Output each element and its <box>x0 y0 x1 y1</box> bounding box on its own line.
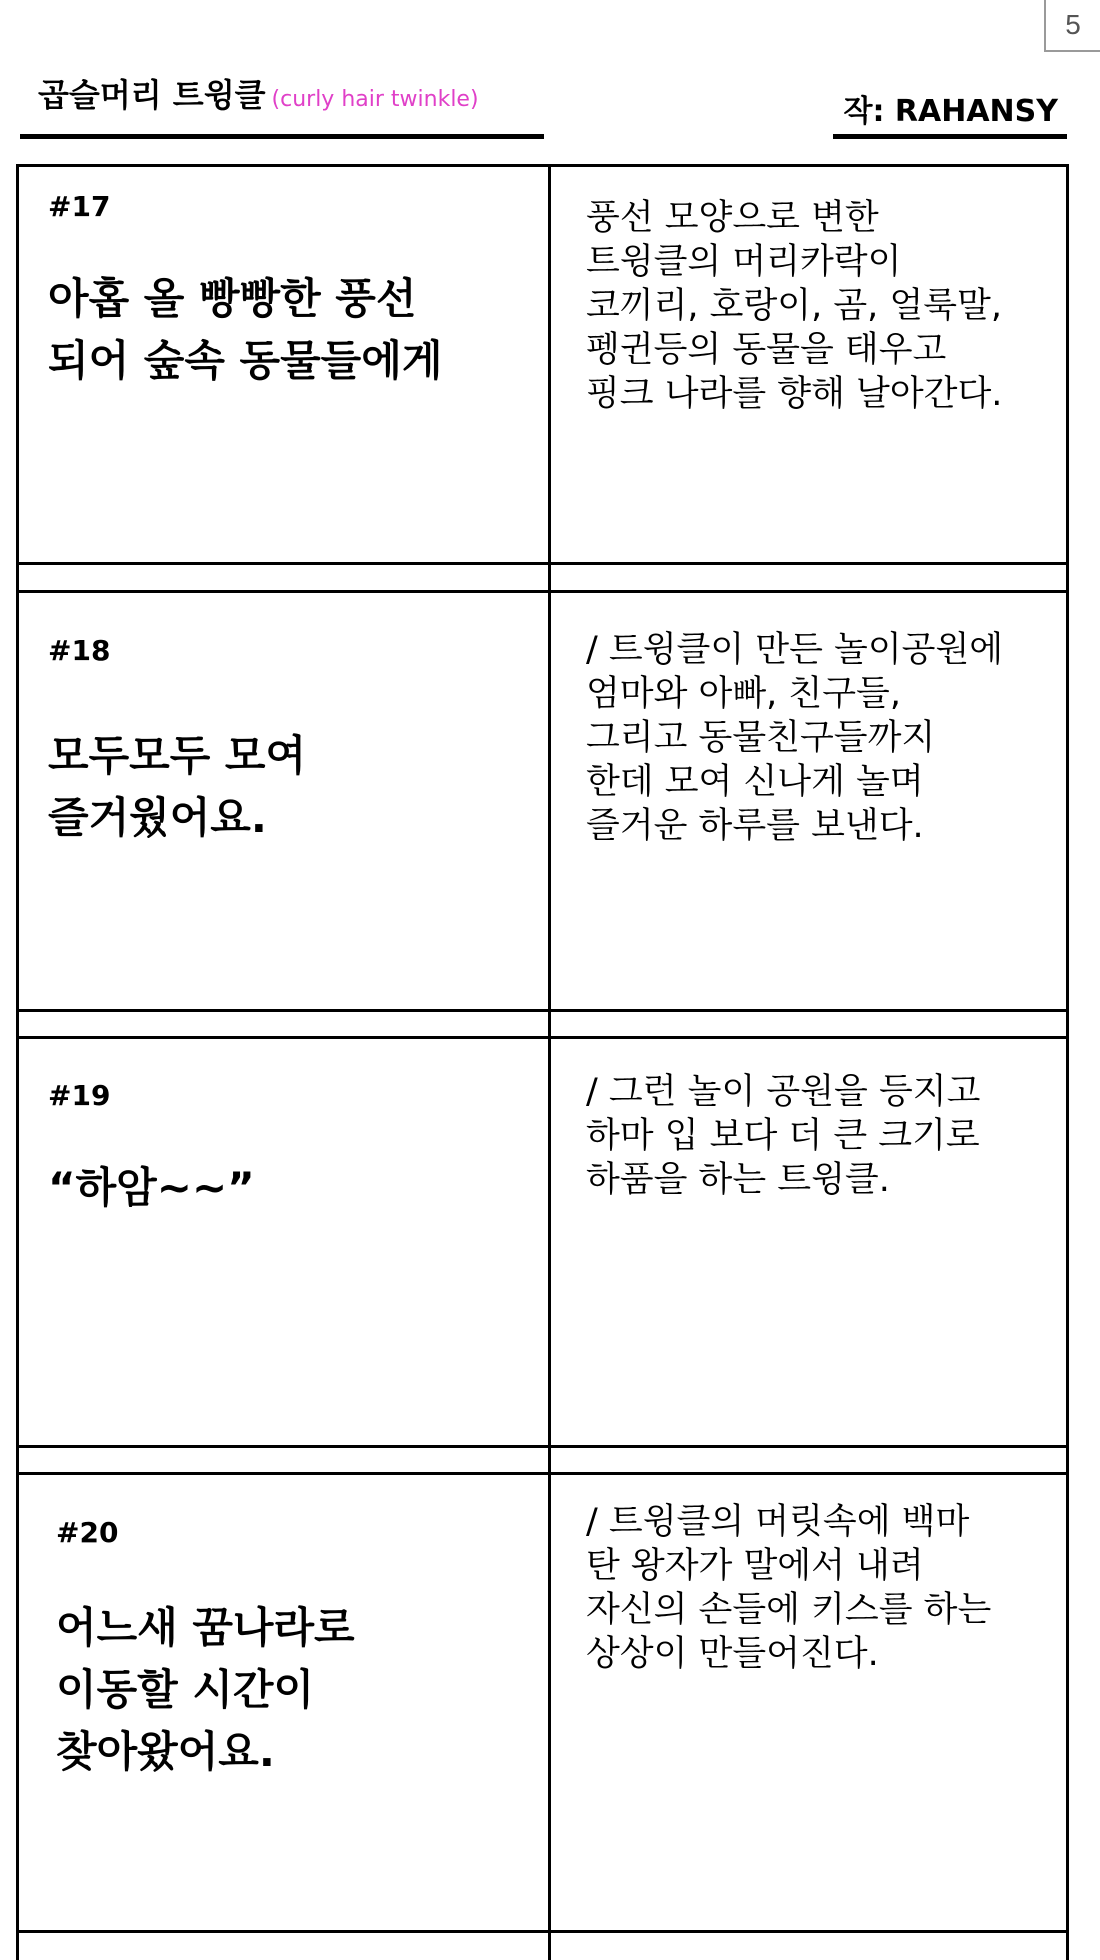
panel-number: #19 <box>48 1079 111 1112</box>
panel-divider <box>16 590 1069 593</box>
panel-number: #20 <box>56 1516 119 1549</box>
grid-top-border <box>16 164 1069 167</box>
panel-divider <box>16 1009 1069 1012</box>
title-korean: 곱슬머리 트윙클 <box>38 76 266 114</box>
panel-description: / 트윙클의 머릿속에 백마 탄 왕자가 말에서 내려 자신의 손들에 키스를 하는 상상이 만들어진다. <box>586 1502 992 1674</box>
panel-divider <box>16 1036 1069 1039</box>
grid-right-border <box>1066 164 1069 1960</box>
panel-number: #18 <box>48 634 111 667</box>
author-credit: 작: RAHANSY <box>843 94 1058 129</box>
panel-dialogue: 모두모두 모여 즐거웠어요. <box>48 731 307 842</box>
title-subtitle: (curly hair twinkle) <box>271 87 479 112</box>
panel-description: 풍선 모양으로 변한 트윙클의 머리카락이 코끼리, 호랑이, 곰, 얼룩말, 펭귄등의 동물을 태우고 핑크 나라를 향해 날아간다. <box>586 198 1003 414</box>
grid-center-divider <box>548 164 551 1960</box>
panel-dialogue: 어느새 꿈나라로 이동할 시간이 찾아왔어요. <box>56 1603 355 1776</box>
panel-dialogue: 아홉 올 빵빵한 풍선 되어 숲속 동물들에게 <box>48 274 443 385</box>
panel-divider <box>16 1472 1069 1475</box>
panel-dialogue: “하암~~” <box>48 1163 255 1212</box>
panel-divider <box>16 1445 1069 1448</box>
panel-divider <box>16 562 1069 565</box>
panel-number: #17 <box>48 190 111 223</box>
page-number: 5 <box>1044 0 1100 52</box>
panel-divider <box>16 1930 1069 1933</box>
panel-description: / 그런 놀이 공원을 등지고 하마 입 보다 더 큰 크기로 하품을 하는 트윙클. <box>586 1072 981 1200</box>
panel-description: / 트윙클이 만든 놀이공원에 엄마와 아빠, 친구들, 그리고 동물친구들까지 한데 모여 신나게 놀며 즐거운 하루를 보낸다. <box>586 630 1004 846</box>
grid-left-border <box>16 164 19 1960</box>
